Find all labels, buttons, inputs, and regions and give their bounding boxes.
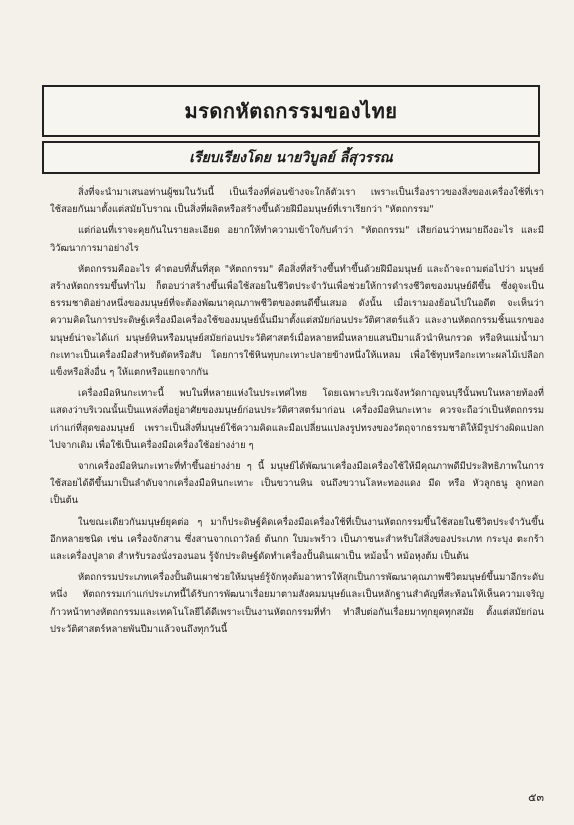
page-number: ๕๓ — [528, 791, 544, 804]
paragraph: เครื่องมือหินกะเทาะนี้ พบในที่หลายแห่งในประเทศไทย โดยเฉพาะบริเวณจังหวัดกาญจนบุรีนั้นพบในหลายท้องที่ แสดงว่าบริเวณนั้นเป็นแหล่งที่อยู่อาศัยของมนุษย์ก่อนประวัติศาสตร์มาก่อน เครื่องมือหินกะเทาะ ควรจะถือว่าเป็นหัตถกรรมเก่าแก่ที่สุดของมนุษย์ เพราะเป็นสิ่งที่มนุษย์ใช้ความคิดและมือเปลี่ยนแปลงรูปทรงของวัตถุจากธรรมชาติให้มีรูปร่างผิดแปลกไปจากเดิม เพื่อใช้เป็นเครื่องมือเครื่องใช้อย่างง่าย ๆ — [50, 388, 544, 451]
author-line: เรียบเรียงโดย นายวิบูลย์ ลี้สุวรรณ — [189, 149, 393, 166]
page-title: มรดกหัตถกรรมของไทย — [184, 99, 398, 123]
paragraph: แต่ก่อนที่เราจะคุยกันในรายละเอียด อยากให้ทำความเข้าใจกับคำว่า "หัตถกรรม" เสียก่อนว่าหมายถึงอะไร และมีวิวัฒนาการมาอย่างไร — [50, 225, 544, 254]
paragraph: สิ่งที่จะนำมาเสนอท่านผู้ชมในวันนี้ เป็นเรื่องที่ค่อนข้างจะใกล้ตัวเรา เพราะเป็นเรื่องราวของสิ่งของเครื่องใช้ที่เราใช้สอยกันมาตั้งแต่สมัยโบราณ เป็นสิ่งที่ผลิตหรือสร้างขึ้นด้วยฝีมือมนุษย์ที่เราเรียกว่า "หัตถกรรม" — [50, 187, 544, 216]
title-box — [42, 85, 540, 137]
body-text — [50, 184, 544, 642]
author-box — [42, 141, 540, 174]
paragraph: หัตถกรรมคืออะไร คำตอบที่สั้นที่สุด "หัตถกรรม" คือสิ่งที่สร้างขึ้นทำขึ้นด้วยฝีมือมนุษย์ และถ้าจะถามต่อไปว่า มนุษย์สร้างหัตถกรรมขึ้นทำไม ก็ตอบว่าสร้างขึ้นเพื่อใช้สอยในชีวิตประจำวันเพื่อช่วยให้การดำรงชีวิตของมนุษย์ดีขึ้น ซึ่งดูจะเป็นธรรมชาติอย่างหนึ่งของมนุษย์ที่จะต้องพัฒนาคุณภาพชีวิตของตนดีขึ้นเสมอ ดังนั้น เมื่อเรามองย้อนไปในอดีต จะเห็นว่า ความคิดในการประดิษฐ์เครื่องมือเครื่องใช้ของมนุษย์นั้นมีมาตั้งแต่สมัยก่อนประวัติศาสตร์แล้ว และงานหัตถกรรมชิ้นแรกของมนุษย์น่าจะได้แก่ มนุษย์หินหรือมนุษย์สมัยก่อนประวัติศาสตร์เมื่อหลายหมื่นหลายแสนปีมาแล้วนำหินกรวด หรือหินแม่น้ำมากะเทาะเป็นเครื่องมือสำหรับตัดหรือสับ โดยการใช้หินทุบกะเทาะปลายข้างหนึ่งให้แหลม เพื่อใช้ทุบหรือกะเทาะผลไม้เปลือกแข็งหรือสิ่งอื่น ๆ ให้แตกหรือแยกจากกัน — [50, 263, 544, 379]
paragraph: ในขณะเดียวกันมนุษย์ยุคต่อ ๆ มาก็ประดิษฐ์คิดเครื่องมือเครื่องใช้ที่เป็นงานหัตถกรรมขึ้นใช้สอยในชีวิตประจำวันขึ้นอีกหลายชนิด เช่น เครื่องจักสาน ซึ่งสานจากเถาวัลย์ ต้นกก ใบมะพร้าว เป็นภาชนะสำหรับใส่สิ่งของประเภท กระบุง ตะกร้า และเครื่องปูลาด สำหรับรองนั่งรองนอน รู้จักประดิษฐ์ดัดทำเครื่องปั้นดินเผาเป็น หม้อน้ำ หม้อหุงต้ม เป็นต้น — [50, 516, 544, 563]
paragraph: จากเครื่องมือหินกะเทาะที่ทำขึ้นอย่างง่าย ๆ นี้ มนุษย์ได้พัฒนาเครื่องมือเครื่องใช้ให้มีคุณภาพดีมีประสิทธิภาพในการใช้สอยได้ดีขึ้นมาเป็นลำดับจากเครื่องมือหินกะเทาะ เป็นขวานหิน จนถึงขวานโลหะทองแดง มีด หรือ หัวลูกธนู ลูกหอก เป็นต้น — [50, 461, 544, 507]
paragraph: หัตถกรรมประเภทเครื่องปั้นดินเผาช่วยให้มนุษย์รู้จักหุงต้มอาหารให้สุกเป็นการพัฒนาคุณภาพชีวิตมนุษย์ขึ้นมาอีกระดับหนึ่ง หัตถกรรมเก่าแก่ประเภทนี้ได้รับการพัฒนาเรื่อยมาตามสังคมมนุษย์และเป็นหลักฐานสำคัญที่สะท้อนให้เห็นความเจริญก้าวหน้าทางหัตถกรรมและเทคโนโลยีได้ดีเพราะเป็นงานหัตถกรรมที่ทำ ทำสืบต่อกันเรื่อยมาทุกยุคทุกสมัย ตั้งแต่สมัยก่อนประวัติศาสตร์หลายพันปีมาแล้วจนถึงทุกวันนี้ — [50, 572, 545, 635]
